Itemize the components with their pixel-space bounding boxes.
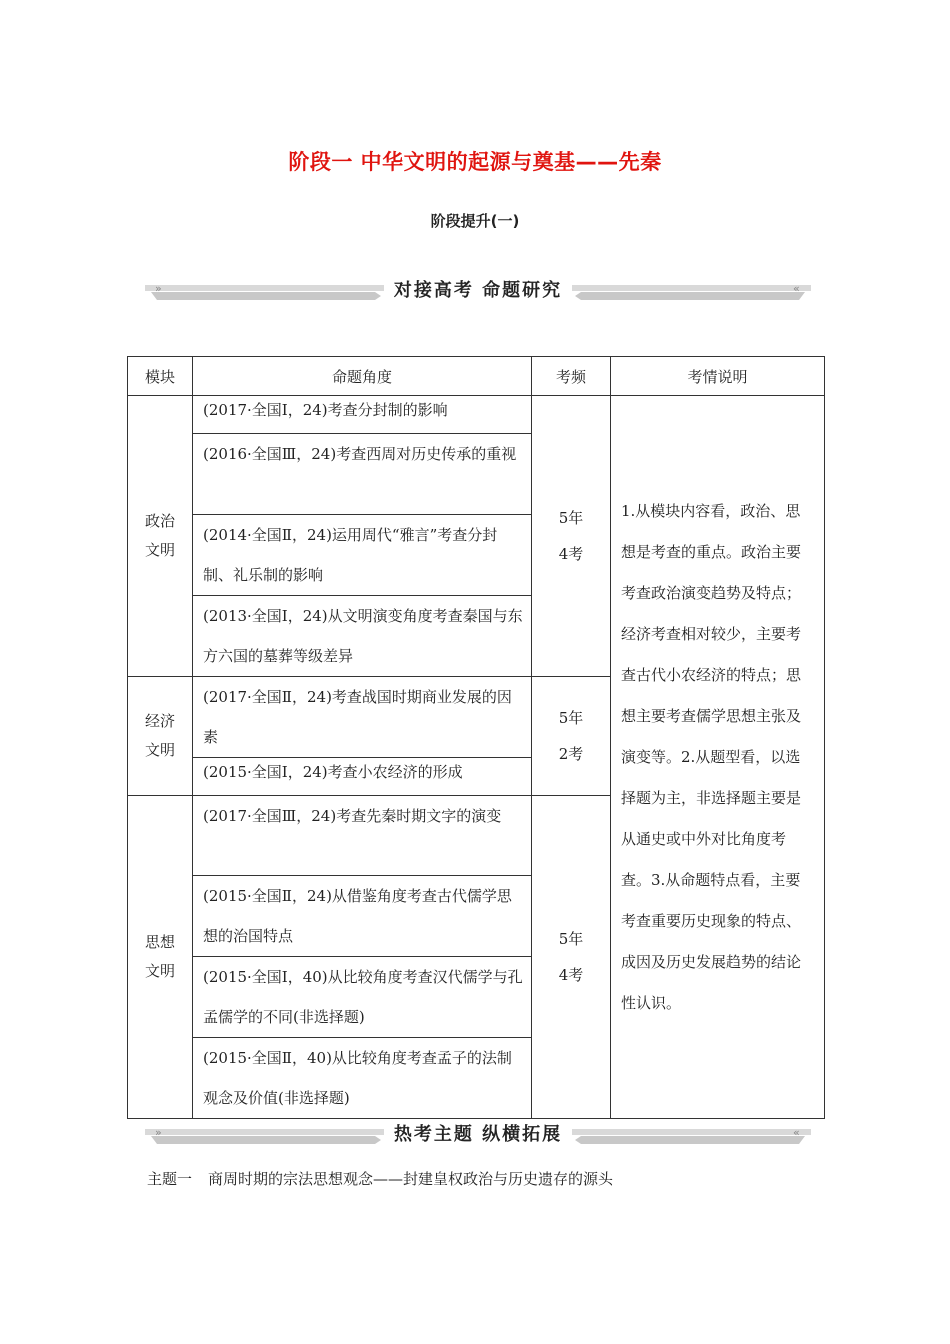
angle-cell: (2017·全国Ⅲ，24)考查先秦时期文字的演变 xyxy=(193,796,532,876)
section-banner-exam xyxy=(143,272,813,306)
module-cell-thought: 思想 文明 xyxy=(128,796,193,1119)
banner-title: 热考主题 纵横拓展 xyxy=(384,1124,572,1145)
frequency-cell: 5年 4考 xyxy=(532,796,611,1119)
page-title: 阶段一 中华文明的起源与奠基——先秦 xyxy=(288,150,662,174)
table-header-row xyxy=(128,357,825,396)
frequency-cell: 5年 4考 xyxy=(532,396,611,677)
topic-heading xyxy=(147,1168,613,1189)
angle-cell: (2017·全国Ⅰ，24)考查分封制的影响 xyxy=(193,396,532,434)
banner-title: 对接高考 命题研究 xyxy=(384,280,572,301)
angle-cell: (2017·全国Ⅱ，24)考查战国时期商业发展的因素 xyxy=(193,677,532,758)
page-subtitle: 阶段提升(一) xyxy=(430,212,520,230)
angle-cell: (2015·全国Ⅱ，24)从借鉴角度考查古代儒学思想的治国特点 xyxy=(193,876,532,957)
svg-text:«: « xyxy=(793,282,800,295)
exam-analysis-table xyxy=(127,356,825,1119)
header-angle: 命题角度 xyxy=(193,357,532,396)
topic-label: 主题一 xyxy=(147,1170,193,1188)
angle-cell: (2013·全国Ⅰ，24)从文明演变角度考查秦国与东方六国的墓葬等级差异 xyxy=(193,596,532,677)
angle-cell: (2014·全国Ⅱ，24)运用周代“雅言”考查分封制、礼乐制的影响 xyxy=(193,515,532,596)
header-note: 考情说明 xyxy=(611,357,825,396)
angle-cell: (2015·全国Ⅱ，40)从比较角度考查孟子的法制观念及价值(非选择题) xyxy=(193,1038,532,1119)
table-row xyxy=(128,396,825,434)
header-module: 模块 xyxy=(128,357,193,396)
angle-cell: (2015·全国Ⅰ，24)考查小农经济的形成 xyxy=(193,758,532,796)
angle-cell: (2015·全国Ⅰ，40)从比较角度考查汉代儒学与孔孟儒学的不同(非选择题) xyxy=(193,957,532,1038)
module-cell-economy: 经济 文明 xyxy=(128,677,193,796)
section-banner-topics xyxy=(143,1116,813,1150)
svg-text:»: » xyxy=(155,282,162,295)
angle-cell: (2016·全国Ⅲ，24)考查西周对历史传承的重视 xyxy=(193,434,532,515)
frequency-cell: 5年 2考 xyxy=(532,677,611,796)
note-cell: 1.从模块内容看，政治、思想是考查的重点。政治主要考查政治演变趋势及特点；经济考查相对较少，主要考查古代小农经济的特点；思想主要考查儒学思想主张及演变等。2.从题型看，以选择题为主，非选择题主要是从通史或中外对比角度考查。3.从命题特点看，主要考查重要历史现象的特点、成因及历史发展趋势的结论性认识。 xyxy=(611,396,825,1119)
svg-text:«: « xyxy=(793,1126,800,1139)
module-cell-politics: 政治 文明 xyxy=(128,396,193,677)
topic-text: 商周时期的宗法思想观念——封建皇权政治与历史遗存的源头 xyxy=(208,1170,614,1188)
header-frequency: 考频 xyxy=(532,357,611,396)
svg-text:»: » xyxy=(155,1126,162,1139)
